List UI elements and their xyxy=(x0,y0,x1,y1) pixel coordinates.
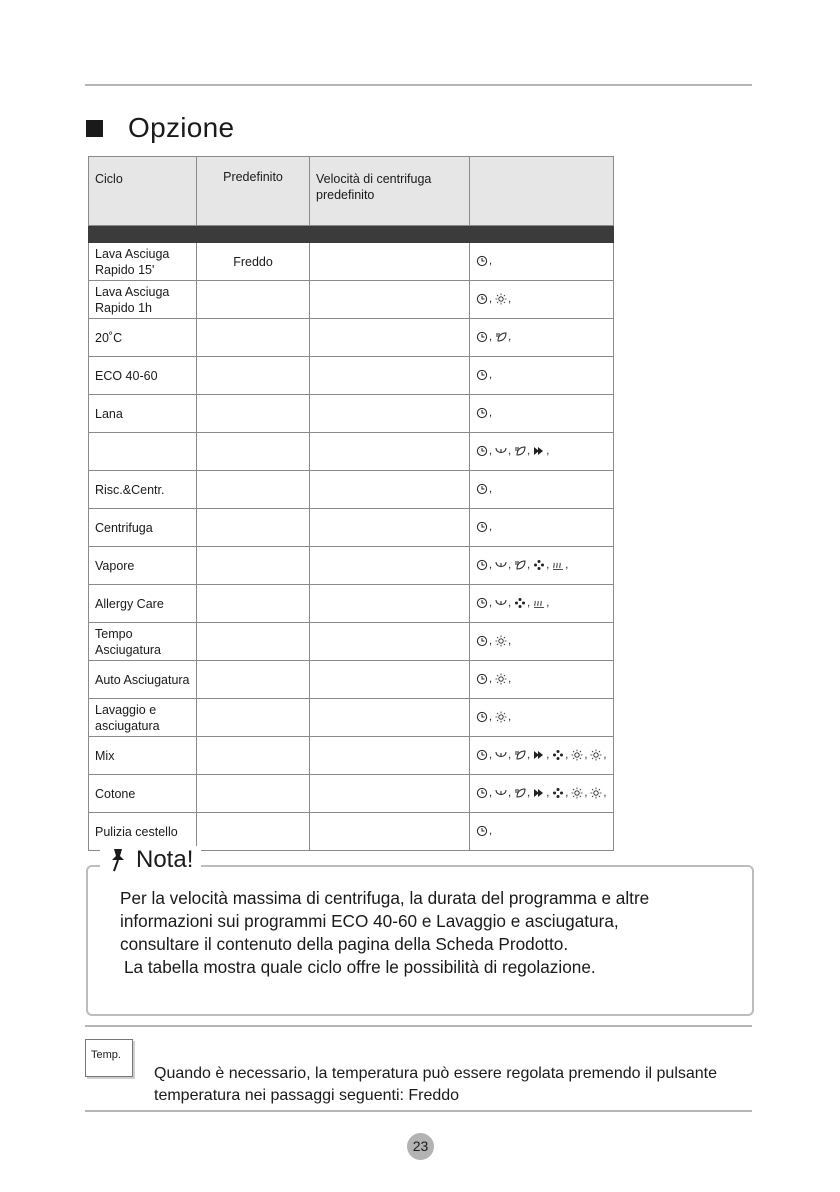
table-row xyxy=(89,547,614,585)
cell-ciclo: ECO 40-60 xyxy=(89,357,197,395)
icon-separator: , xyxy=(565,786,569,799)
cell-predefinito xyxy=(197,661,310,699)
option-icons xyxy=(476,595,551,611)
temp-description xyxy=(154,1063,794,1107)
header-options xyxy=(470,157,614,226)
arrow-icon xyxy=(533,787,545,799)
icon-separator: , xyxy=(489,786,493,799)
flower-icon xyxy=(533,559,545,571)
bottom-rule xyxy=(85,1110,752,1112)
icon-separator: , xyxy=(508,786,512,799)
cell-velocita xyxy=(310,585,470,623)
cell-velocita xyxy=(310,547,470,585)
page-title: Opzione xyxy=(128,112,235,143)
cell-velocita xyxy=(310,813,470,851)
note-body xyxy=(120,887,760,979)
note-title: Nota! xyxy=(136,846,194,873)
cell-predefinito: Freddo xyxy=(197,243,310,281)
icon-separator: , xyxy=(527,786,531,799)
table-row xyxy=(89,319,614,357)
table-row xyxy=(89,699,614,737)
table-row xyxy=(89,281,614,319)
leaf-icon xyxy=(514,559,526,571)
basin-icon xyxy=(495,597,507,609)
icon-separator: , xyxy=(546,444,550,457)
option-icons xyxy=(476,785,608,801)
basin-icon xyxy=(495,559,507,571)
cell-options xyxy=(470,737,614,775)
header-ciclo: Ciclo xyxy=(89,157,197,226)
icon-separator: , xyxy=(508,596,512,609)
icon-separator: , xyxy=(489,330,493,343)
option-icons xyxy=(476,329,513,345)
icon-separator: , xyxy=(527,596,531,609)
icon-separator: , xyxy=(546,748,550,761)
sun-icon xyxy=(495,293,507,305)
option-icons xyxy=(476,519,494,535)
icon-separator: , xyxy=(489,444,493,457)
steam-icon xyxy=(533,597,545,609)
cell-ciclo: Mix xyxy=(89,737,197,775)
cell-ciclo: Tempo Asciugatura xyxy=(89,623,197,661)
icon-separator: , xyxy=(584,786,588,799)
middle-rule xyxy=(85,1025,752,1027)
cell-predefinito xyxy=(197,509,310,547)
option-icons xyxy=(476,481,494,497)
note-line: consultare il contenuto della pagina della Scheda Prodotto. xyxy=(120,934,569,954)
clock-icon xyxy=(476,369,488,381)
icon-separator: , xyxy=(584,748,588,761)
icon-separator: , xyxy=(489,710,493,723)
icon-separator: , xyxy=(508,672,512,685)
clock-icon xyxy=(476,711,488,723)
table-row xyxy=(89,395,614,433)
icon-separator: , xyxy=(489,748,493,761)
cell-predefinito xyxy=(197,775,310,813)
cell-predefinito xyxy=(197,319,310,357)
note-line: Per la velocità massima di centrifuga, la durata del programma e altre xyxy=(120,888,650,908)
cell-options xyxy=(470,281,614,319)
cell-predefinito xyxy=(197,737,310,775)
cell-velocita xyxy=(310,243,470,281)
cell-predefinito xyxy=(197,395,310,433)
sun-icon xyxy=(495,711,507,723)
cell-options xyxy=(470,509,614,547)
cell-options xyxy=(470,623,614,661)
table-row xyxy=(89,737,614,775)
basin-icon xyxy=(495,787,507,799)
icon-separator: , xyxy=(489,368,493,381)
cell-options xyxy=(470,357,614,395)
clock-icon xyxy=(476,597,488,609)
icon-separator: , xyxy=(489,634,493,647)
flower-icon xyxy=(514,597,526,609)
icon-separator: , xyxy=(603,786,607,799)
cell-options xyxy=(470,395,614,433)
pushpin-icon xyxy=(108,847,128,873)
table-row xyxy=(89,661,614,699)
icon-separator: , xyxy=(508,444,512,457)
cell-options xyxy=(470,661,614,699)
cell-predefinito xyxy=(197,471,310,509)
cell-ciclo: Lavaggio e asciugatura xyxy=(89,699,197,737)
cell-options xyxy=(470,243,614,281)
cell-ciclo: Cotone xyxy=(89,775,197,813)
cell-velocita xyxy=(310,357,470,395)
temp-button-graphic xyxy=(85,1039,133,1077)
table-header-row xyxy=(89,157,614,226)
table-row xyxy=(89,623,614,661)
cell-predefinito xyxy=(197,623,310,661)
header-predefinito: Predefinito xyxy=(197,157,310,226)
cell-ciclo: Lava Asciuga Rapido 1h xyxy=(89,281,197,319)
cell-velocita xyxy=(310,699,470,737)
clock-icon xyxy=(476,635,488,647)
temp-line: Quando è necessario, la temperatura può essere regolata premendo il pulsante xyxy=(154,1065,718,1082)
temp-line: temperatura nei passaggi seguenti: Freddo xyxy=(154,1087,460,1104)
cell-options xyxy=(470,775,614,813)
icon-separator: , xyxy=(489,254,493,267)
cell-ciclo: Allergy Care xyxy=(89,585,197,623)
cell-ciclo: Centrifuga xyxy=(89,509,197,547)
clock-icon xyxy=(476,673,488,685)
sun-icon xyxy=(590,749,602,761)
icon-separator: , xyxy=(565,748,569,761)
leaf-icon xyxy=(514,749,526,761)
cell-predefinito xyxy=(197,813,310,851)
icon-separator: , xyxy=(489,520,493,533)
clock-icon xyxy=(476,407,488,419)
options-table xyxy=(88,156,614,851)
cell-options xyxy=(470,433,614,471)
icon-separator: , xyxy=(508,634,512,647)
cell-velocita xyxy=(310,281,470,319)
table-row xyxy=(89,243,614,281)
cell-ciclo: Risc.&Centr. xyxy=(89,471,197,509)
cell-velocita xyxy=(310,661,470,699)
page-number: 23 xyxy=(407,1133,434,1160)
clock-icon xyxy=(476,825,488,837)
sun-icon xyxy=(571,749,583,761)
option-icons xyxy=(476,747,608,763)
sun-icon xyxy=(495,635,507,647)
cell-ciclo xyxy=(89,433,197,471)
basin-icon xyxy=(495,445,507,457)
sun-icon xyxy=(495,673,507,685)
option-icons xyxy=(476,253,494,269)
table-band xyxy=(89,226,614,243)
cell-options xyxy=(470,813,614,851)
cell-ciclo: Lana xyxy=(89,395,197,433)
cell-velocita xyxy=(310,775,470,813)
option-icons xyxy=(476,633,513,649)
option-icons xyxy=(476,405,494,421)
temp-button-label: Temp. xyxy=(91,1049,121,1061)
cell-ciclo: Vapore xyxy=(89,547,197,585)
clock-icon xyxy=(476,559,488,571)
icon-separator: , xyxy=(508,292,512,305)
table-row xyxy=(89,813,614,851)
clock-icon xyxy=(476,521,488,533)
clock-icon xyxy=(476,445,488,457)
icon-separator: , xyxy=(489,596,493,609)
option-icons xyxy=(476,709,513,725)
leaf-icon xyxy=(495,331,507,343)
cell-options xyxy=(470,471,614,509)
option-icons xyxy=(476,443,551,459)
cell-predefinito xyxy=(197,585,310,623)
arrow-icon xyxy=(533,749,545,761)
cell-ciclo: 20˚C xyxy=(89,319,197,357)
icon-separator: , xyxy=(508,748,512,761)
table-row xyxy=(89,509,614,547)
flower-icon xyxy=(552,749,564,761)
icon-separator: , xyxy=(489,292,493,305)
cell-velocita xyxy=(310,395,470,433)
icon-separator: , xyxy=(527,444,531,457)
flower-icon xyxy=(552,787,564,799)
section-heading xyxy=(86,112,234,144)
sun-icon xyxy=(571,787,583,799)
top-rule xyxy=(85,84,752,86)
icon-separator: , xyxy=(527,558,531,571)
cell-ciclo: Auto Asciugatura xyxy=(89,661,197,699)
icon-separator: , xyxy=(489,482,493,495)
cell-velocita xyxy=(310,509,470,547)
cell-options xyxy=(470,319,614,357)
arrow-icon xyxy=(533,445,545,457)
clock-icon xyxy=(476,787,488,799)
clock-icon xyxy=(476,749,488,761)
cell-ciclo: Pulizia cestello xyxy=(89,813,197,851)
basin-icon xyxy=(495,749,507,761)
icon-separator: , xyxy=(546,558,550,571)
leaf-icon xyxy=(514,445,526,457)
note-line: informazioni sui programmi ECO 40-60 e Lavaggio e asciugatura, xyxy=(120,911,619,931)
cell-predefinito xyxy=(197,547,310,585)
cell-velocita xyxy=(310,319,470,357)
option-icons xyxy=(476,291,513,307)
icon-separator: , xyxy=(603,748,607,761)
icon-separator: , xyxy=(489,558,493,571)
table-row xyxy=(89,357,614,395)
clock-icon xyxy=(476,255,488,267)
icon-separator: , xyxy=(489,672,493,685)
cell-velocita xyxy=(310,623,470,661)
header-velocita: Velocità di centrifuga predefinito xyxy=(310,157,470,226)
icon-separator: , xyxy=(489,824,493,837)
icon-separator: , xyxy=(565,558,569,571)
steam-icon xyxy=(552,559,564,571)
icon-separator: , xyxy=(508,710,512,723)
cell-ciclo: Lava Asciuga Rapido 15' xyxy=(89,243,197,281)
table-row xyxy=(89,433,614,471)
icon-separator: , xyxy=(527,748,531,761)
table-row xyxy=(89,775,614,813)
option-icons xyxy=(476,367,494,383)
option-icons xyxy=(476,557,570,573)
cell-velocita xyxy=(310,433,470,471)
icon-separator: , xyxy=(508,330,512,343)
cell-velocita xyxy=(310,737,470,775)
cell-options xyxy=(470,699,614,737)
clock-icon xyxy=(476,331,488,343)
cell-predefinito xyxy=(197,281,310,319)
cell-options xyxy=(470,585,614,623)
cell-predefinito xyxy=(197,699,310,737)
option-icons xyxy=(476,823,494,839)
icon-separator: , xyxy=(508,558,512,571)
cell-options xyxy=(470,547,614,585)
heading-bullet xyxy=(86,120,103,137)
sun-icon xyxy=(590,787,602,799)
option-icons xyxy=(476,671,513,687)
clock-icon xyxy=(476,483,488,495)
cell-predefinito xyxy=(197,357,310,395)
clock-icon xyxy=(476,293,488,305)
note-line: La tabella mostra quale ciclo offre le possibilità di regolazione. xyxy=(124,957,596,977)
table-row xyxy=(89,471,614,509)
leaf-icon xyxy=(514,787,526,799)
icon-separator: , xyxy=(546,786,550,799)
cell-velocita xyxy=(310,471,470,509)
icon-separator: , xyxy=(546,596,550,609)
table-row xyxy=(89,585,614,623)
note-header xyxy=(100,846,201,874)
cell-predefinito xyxy=(197,433,310,471)
icon-separator: , xyxy=(489,406,493,419)
